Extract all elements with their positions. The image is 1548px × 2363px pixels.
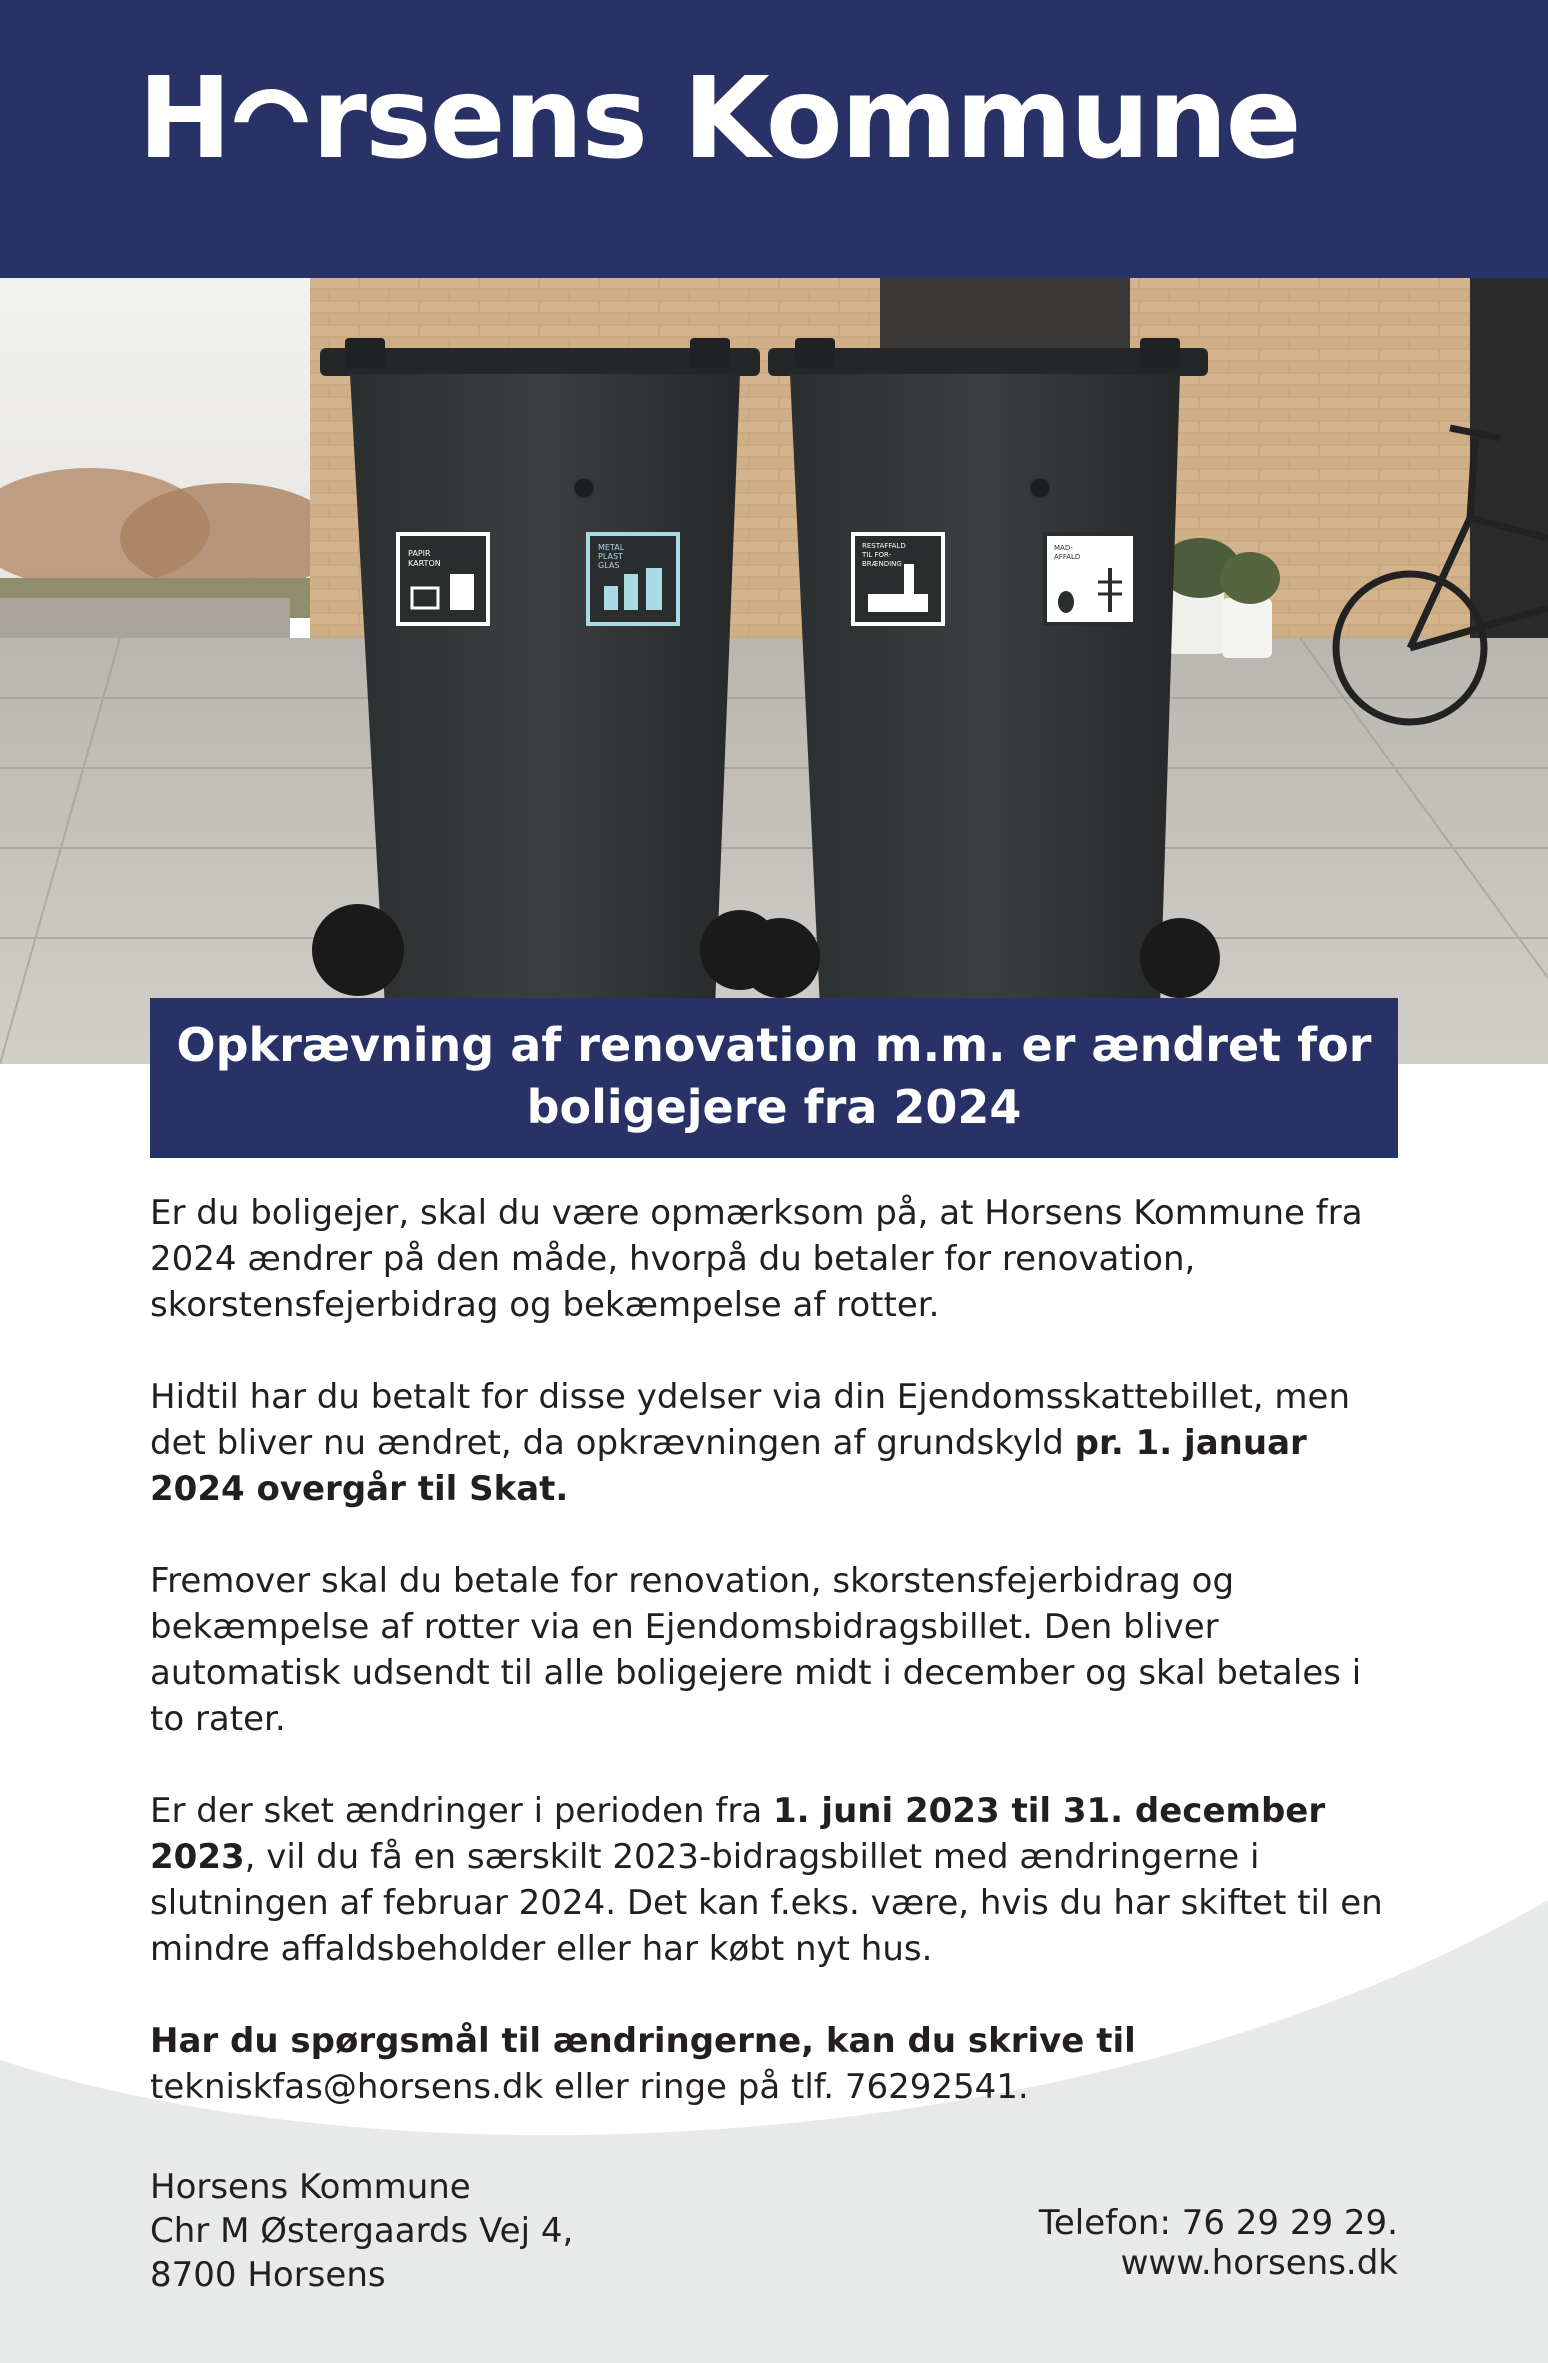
svg-text:RESTAFFALD: RESTAFFALD: [862, 542, 906, 550]
paragraph-4-bold: 1. juni 2023 til 31. december 2023: [150, 1791, 1326, 1877]
headline-box: [150, 998, 1398, 1158]
headline-line-2: boligejere fra 2024: [526, 1080, 1022, 1134]
contact-question: Har du spørgsmål til ændringerne, kan du skrive til: [150, 2021, 1136, 2061]
svg-text:METAL: METAL: [598, 543, 625, 552]
svg-text:PLAST: PLAST: [598, 552, 623, 561]
logo-text-start: H: [138, 54, 230, 184]
footer-address: [150, 2165, 573, 2297]
paragraph-2-bold: pr. 1. januar 2024 overgår til Skat.: [150, 1423, 1307, 1509]
paragraph-contact: [150, 2018, 1400, 2110]
paragraph-2-text: Hidtil har du betalt for disse ydelser via din Ejendomsskattebillet, men det bliver nu ændret, da opkrævningen af grundskyld: [150, 1377, 1351, 1463]
footer-org-name: Horsens Kommune: [150, 2167, 471, 2207]
footer-street: Chr M Østergaards Vej 4,: [150, 2211, 574, 2251]
sticker-paper-label: PAPIR: [408, 549, 431, 558]
svg-text:AFFALD: AFFALD: [1054, 553, 1081, 561]
paragraph-intro: Er du boligejer, skal du være opmærksom på, at Horsens Kommune fra 2024 ændrer på den måde, hvorpå du betaler for renovation, skorstensfejerbidrag og bekæmpelse af rotter.: [150, 1193, 1363, 1325]
headline: [170, 1014, 1378, 1138]
paragraph-previous-payment: [150, 1374, 1400, 1512]
footer-city: 8700 Horsens: [150, 2255, 386, 2295]
footer-contact: [1039, 2203, 1398, 2283]
plant-pots: [1160, 538, 1280, 658]
paragraph-changes-period: [150, 1788, 1400, 1972]
horsens-kommune-logo: [138, 52, 1300, 186]
header-banner: [0, 0, 1548, 278]
paragraph-4-text-2: , vil du få en særskilt 2023-bidragsbillet med ændringerne i slutningen af februar 2024. Det kan f.eks. være, hvis du har skiftet til en mindre affaldsbeholder eller har købt nyt hus.: [150, 1837, 1383, 1969]
contact-details: tekniskfas@horsens.dk eller ringe på tlf. 76292541.: [150, 2067, 1029, 2107]
svg-text:MAD-: MAD-: [1054, 544, 1073, 552]
svg-text:GLAS: GLAS: [598, 561, 620, 570]
paragraph-4-text-1: Er der sket ændringer i perioden fra: [150, 1791, 774, 1831]
paragraph-future-payment: Fremover skal du betale for renovation, skorstensfejerbidrag og bekæmpelse af rotter via en Ejendomsbidragsbillet. Den bliver automatisk udsendt til alle boligejere midt i december og skal betales i to rater.: [150, 1561, 1362, 1739]
body-text: [150, 1190, 1400, 2156]
footer-website-link[interactable]: www.horsens.dk: [1120, 2243, 1398, 2283]
footer-phone: Telefon: 76 29 29 29.: [1038, 2203, 1398, 2243]
waste-bins-photo: [0, 278, 1548, 1064]
logo-o-arc-icon: [234, 83, 308, 157]
logo-text-end: rsens Kommune: [311, 54, 1300, 184]
svg-text:BRÆNDING: BRÆNDING: [862, 560, 902, 568]
svg-text:TIL FOR-: TIL FOR-: [862, 551, 892, 559]
headline-line-1: Opkrævning af renovation m.m. er ændret for: [176, 1018, 1372, 1072]
waste-bin-left: [312, 338, 780, 1008]
svg-text:KARTON: KARTON: [408, 559, 441, 568]
